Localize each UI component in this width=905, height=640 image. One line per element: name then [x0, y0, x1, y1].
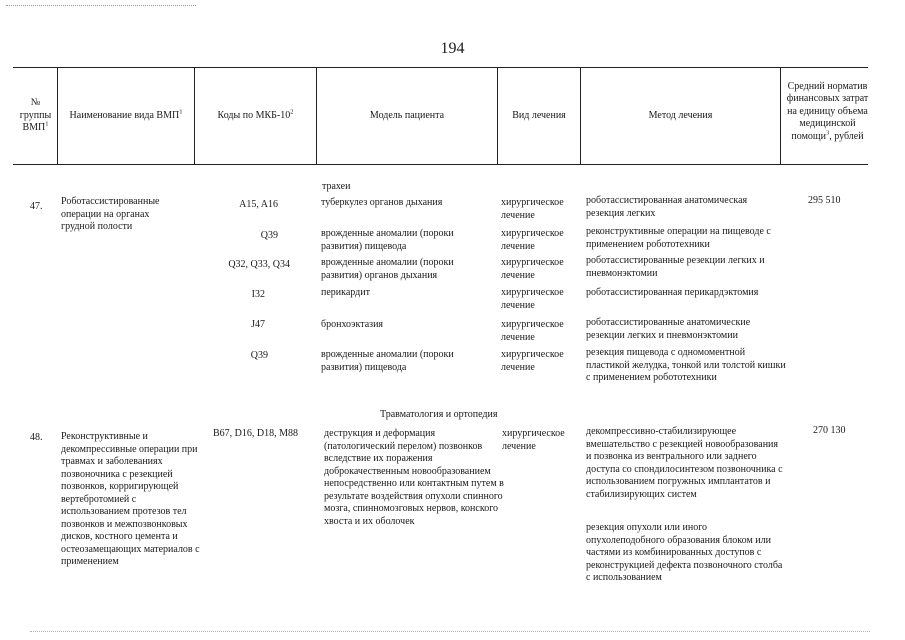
- treatment-type: хирургическое лечение: [501, 287, 564, 311]
- trachea-fragment: трахеи: [322, 181, 351, 192]
- patient-model: туберкулез органов дыхания: [321, 197, 443, 208]
- header-treatment-method: Метод лечения: [648, 109, 713, 121]
- mkb-codes: Q39: [260, 230, 278, 241]
- vmp-name: Реконструктивные и декомпрессивные операции при травмах и заболеваниях позвоночника с резекцией позвонков, корригирующей вертебротомией с использованием протезов тел позвонков и межпозвонковых дисков, костного цемента и остеозамещающих материалов с применением: [61, 431, 200, 567]
- header-group-no: № группы ВМП$^1$: [19, 97, 52, 134]
- mkb-codes: Q39: [250, 350, 268, 361]
- scan-artifact-top: [6, 5, 196, 7]
- treatment-type: хирургическое лечение: [502, 428, 565, 452]
- patient-model: врожденные аномалии (пороки развития) пищевода: [321, 349, 454, 373]
- treatment-type: хирургическое лечение: [501, 257, 564, 281]
- section-title: Травматология и ортопедия: [380, 409, 498, 420]
- mkb-codes: J47: [251, 319, 265, 330]
- scan-artifact-bottom: [30, 631, 870, 633]
- treatment-method: декомпрессивно-стабилизирующее вмешательство с резекцией новообразования и позвонка из вентрального или заднего доступа со спондилосинтезом позвоночника с использованием погружных имплантатов и стабилизирующих систем: [586, 426, 783, 500]
- treatment-type: хирургическое лечение: [501, 197, 564, 221]
- patient-model: врожденные аномалии (пороки развития) органов дыхания: [321, 257, 454, 281]
- group-number: 48.: [30, 432, 43, 443]
- cost-value: 270 130: [813, 425, 846, 436]
- treatment-method: резекция пищевода с одномоментной пластикой желудка, тонкой или толстой кишки с применением робототехники: [586, 347, 786, 383]
- header-mkb-codes: Коды по МКБ-$10^2$: [217, 108, 294, 121]
- treatment-type: хирургическое лечение: [501, 228, 564, 252]
- cost-value: 295 510: [808, 195, 841, 206]
- treatment-method: роботассистированные анатомические резекции легких и пневмонэктомии: [586, 317, 751, 341]
- header-vmp-name: Наименование вида ВМП$^1$: [69, 108, 183, 121]
- group-number: 47.: [30, 201, 43, 212]
- treatment-type: хирургическое лечение: [501, 349, 564, 373]
- mkb-codes: B67, D16, D18, M88: [213, 428, 299, 439]
- header-patient-model: Модель пациента: [369, 109, 445, 121]
- patient-model: деструкция и деформация (патологический перелом) позвонков вследствие их поражения доброкачественным новообразованием непосредственно или контактным путем в результате воздействия опухоли спинного мозга, спинномозговых нервов, конского хвоста и их оболочек: [324, 428, 504, 527]
- treatment-method: резекция опухоли или иного опухолеподобного образования блоком или частями из комбинированных доступов с реконструкцией дефекта позвоночного столба с использованием: [586, 522, 783, 583]
- mkb-codes: I32: [251, 289, 265, 300]
- page-number: 194: [440, 40, 465, 57]
- vmp-name: Роботассистированные операции на органах грудной полости: [61, 196, 160, 232]
- treatment-method: реконструктивные операции на пищеводе с применением робототехники: [586, 226, 771, 250]
- treatment-method: роботассистированная перикардэктомия: [586, 287, 759, 298]
- mkb-codes: Q32, Q33, Q34: [228, 259, 290, 270]
- patient-model: бронхоэктазия: [321, 319, 384, 330]
- patient-model: перикардит: [321, 287, 370, 298]
- treatment-method: роботассистированные резекции легких и пневмонэктомии: [586, 255, 765, 279]
- col-divider-6: [780, 67, 781, 164]
- treatment-type: хирургическое лечение: [501, 319, 564, 343]
- header-treatment-type: Вид лечения: [512, 109, 566, 121]
- treatment-method: роботассистированная анатомическая резекция легких: [586, 195, 748, 219]
- patient-model: врожденные аномалии (пороки развития) пищевода: [321, 228, 454, 252]
- mkb-codes: A15, A16: [239, 199, 278, 210]
- header-bottom-border: [13, 164, 868, 165]
- header-avg-cost: Средний норматив финансовых затрат на единицу объема медицинской помощи$^3$, рублей: [786, 80, 869, 142]
